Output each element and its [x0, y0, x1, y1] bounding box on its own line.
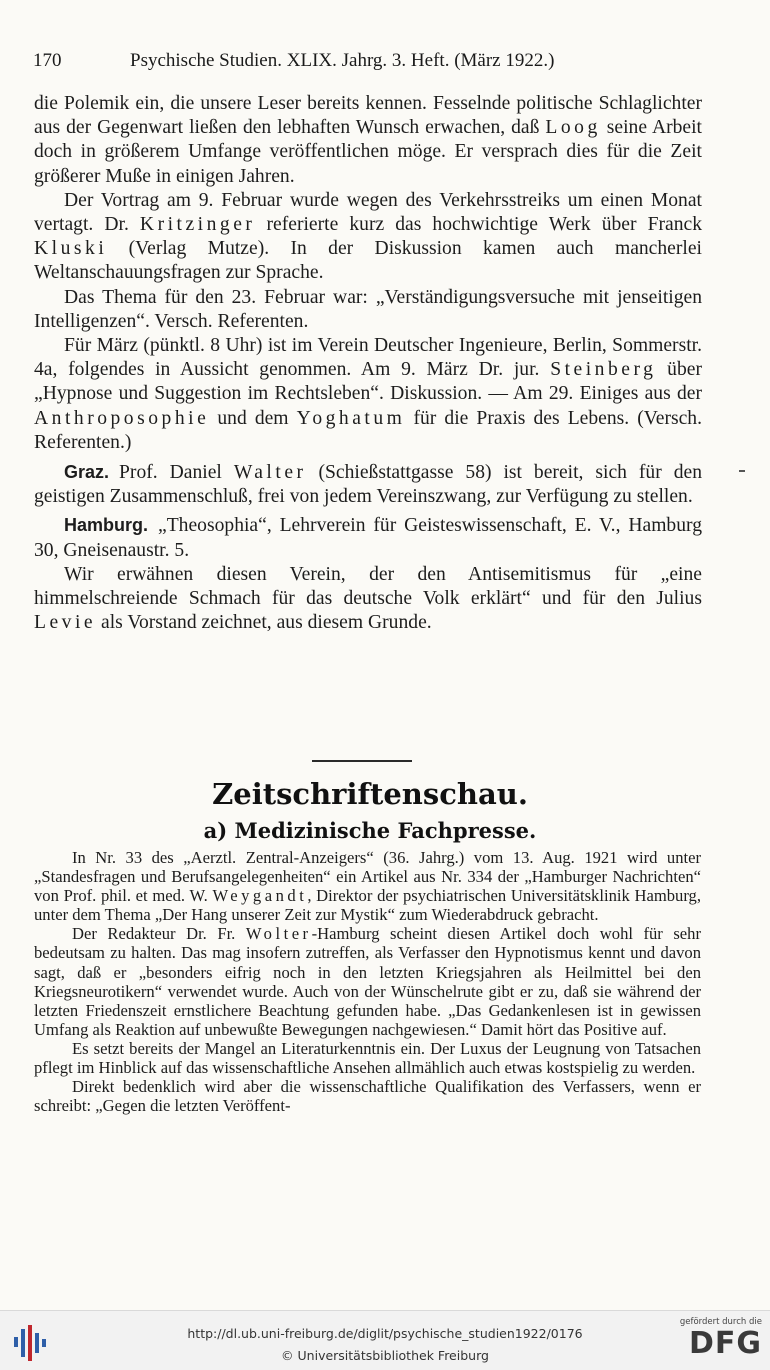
text-run: Es setzt bereits der Mangel an Literaturkenntnis ein. Der Luxus der Leugnung von Tatsachen pflegt im Hinblick auf das wissenschaftliche Ansehen allmählich auch etwas kostspielig zu werden. — [34, 1038, 701, 1078]
viewer-footer — [0, 1310, 770, 1370]
paragraph — [34, 1077, 701, 1115]
text-run: Der Redakteur Dr. Fr. — [72, 924, 246, 944]
section-divider — [312, 760, 412, 762]
city-heading: Graz. — [64, 462, 110, 483]
text-run: die Polemik ein, die unsere Leser bereits kennen. Fesselnde politische Schlaglichter aus der Gegenwart ließen den lebhaften Wunsch erwachen, daß — [34, 93, 702, 139]
text-run: als Vorstand zeichnet, aus diesem Grunde. — [96, 612, 432, 634]
running-title: Psychische Studien. XLIX. Jahrg. 3. Heft. (März 1922.) — [130, 50, 555, 71]
dfg-logo — [670, 1317, 762, 1367]
spaced-name: Kritzinger — [139, 214, 256, 236]
paragraph — [34, 563, 702, 636]
text-run: Der Vortrag am 9. Februar wurde wegen des Verkehrsstreiks um einen Monat vertagt. Dr. — [34, 189, 702, 236]
text-run: , Direktor der psychiatrischen Universitätsklinik Hamburg, unter dem Thema „Der Hang unserer Zeit zur Mystik“ zum Wiederabdruck gebracht. — [34, 886, 701, 925]
city-heading: Hamburg. — [64, 515, 149, 536]
spaced-name: Weygandt — [212, 886, 308, 906]
text-run: über „Hypnose und Suggestion im Rechtsleben“. Diskussion. — Am 29. Einiges aus der — [34, 359, 703, 405]
paragraph — [34, 334, 702, 455]
paragraph — [34, 460, 702, 509]
spaced-name: Yoghatum — [296, 407, 406, 429]
text-run: In Nr. 33 des „Aerztl. Zentral-Anzeigers“ (36. Jahrg.) vom 13. Aug. 1921 wird unter „Standesfragen und Berufsangelegenheiten“ ein Artikel aus Nr. 334 der „Hamburger Nachrichten“ von Prof. phil. et med. W. — [34, 848, 701, 906]
text-run: und dem — [209, 407, 297, 429]
paragraph — [34, 1039, 701, 1077]
paragraph — [34, 924, 701, 1039]
text-run: (Verlag Mutze). In der Diskussion kamen auch mancherlei Weltanschauungsfragen zur Sprache. — [34, 238, 702, 284]
text-run: Für März (pünktl. 8 Uhr) ist im Verein Deutscher Ingenieure, Berlin, Sommerstr. 4a, folgendes in Aussicht genommen. Am 9. März Dr. jur. — [34, 335, 702, 381]
paragraph — [34, 189, 702, 286]
paragraph — [34, 286, 702, 334]
text-run: -Hamburg scheint diesen Artikel doch wohl für sehr bedeutsam zu halten. Das mag insofern zutreffen, als Verfasser den Hypnotismus kennt und davon sagt, daß er „besonders eifrig noch in den letzten Kriegsjahren als Heilmittel bei den Kriegsneurotikern“ verwendet wurde. Auch von der Wünschelrute gibt er zu, daß sie während der letzten Friedenszeit ernstlichere Beachtung gefunden habe. „Das Gedankenlesen ist in gewissen Umfang als Reaktion auf unbewußte Bewegungen nachgewiesen.“ Damit hört das Positive auf. — [34, 924, 701, 1039]
spaced-name: Loog — [545, 117, 601, 139]
copyright-notice: © Universitätsbibliothek Freiburg — [281, 1348, 489, 1363]
text-run: Das Thema für den 23. Februar war: „Verständigungsversuche mit jenseitigen Intelligenzen“. Versch. Referenten. — [34, 286, 702, 332]
body-text-bottom — [34, 848, 701, 1115]
text-run: Prof. Daniel — [119, 462, 234, 484]
spaced-name: Steinberg — [550, 359, 657, 381]
body-text-top — [34, 92, 702, 635]
subsection-title: a) Medizinische Fachpresse. — [203, 818, 537, 843]
text-run: für die Praxis des Lebens. (Versch. Referenten.) — [34, 407, 702, 453]
text-run: Direkt bedenklich wird aber die wissenschaftliche Qualifikation des Verfassers, wenn er schreibt: „Gegen die letzten Veröffent- — [34, 1077, 701, 1116]
text-run: Wir erwähnen diesen Verein, der den Antisemitismus für „eine himmelschreiende Schmach für das deutsche Volk erklärt“ und für den Julius — [34, 563, 702, 610]
text-run: seine Arbeit doch in größerem Umfange veröffentlichen möge. Er versprach dies für die Zeit größerer Muße in einigen Jahren. — [34, 117, 703, 187]
paragraph — [34, 92, 702, 189]
spaced-name: Anthroposophie — [34, 407, 210, 429]
text-run: (Schießstattgasse 58) ist bereit, sich für den geistigen Zusammenschluß, frei von jedem Vereinszwang, zur Verfügung zu stellen. — [34, 462, 702, 508]
permalink-url[interactable]: http://dl.ub.uni-freiburg.de/diglit/psychische_studien1922/0176 — [187, 1326, 583, 1341]
dfg-logo-text: DFG — [688, 1326, 762, 1361]
section-title: Zeitschriftenschau. — [212, 777, 528, 811]
paragraph — [34, 848, 701, 924]
text-run: referierte kurz das hochwichtige Werk über Franck — [255, 214, 702, 236]
spaced-name: Kluski — [34, 238, 108, 260]
page-number: 170 — [33, 50, 62, 71]
paragraph — [34, 513, 702, 562]
dfg-funding-text: gefördert durch die — [679, 1317, 762, 1327]
margin-mark — [739, 470, 745, 472]
spaced-name: Levie — [34, 612, 97, 634]
text-run: „Theosophia“, Lehrverein für Geisteswissenschaft, E. V., Hamburg 30, Gneisenaustr. 5. — [34, 515, 702, 561]
spaced-name: Wolter — [245, 924, 312, 944]
spaced-name: Walter — [233, 462, 307, 484]
